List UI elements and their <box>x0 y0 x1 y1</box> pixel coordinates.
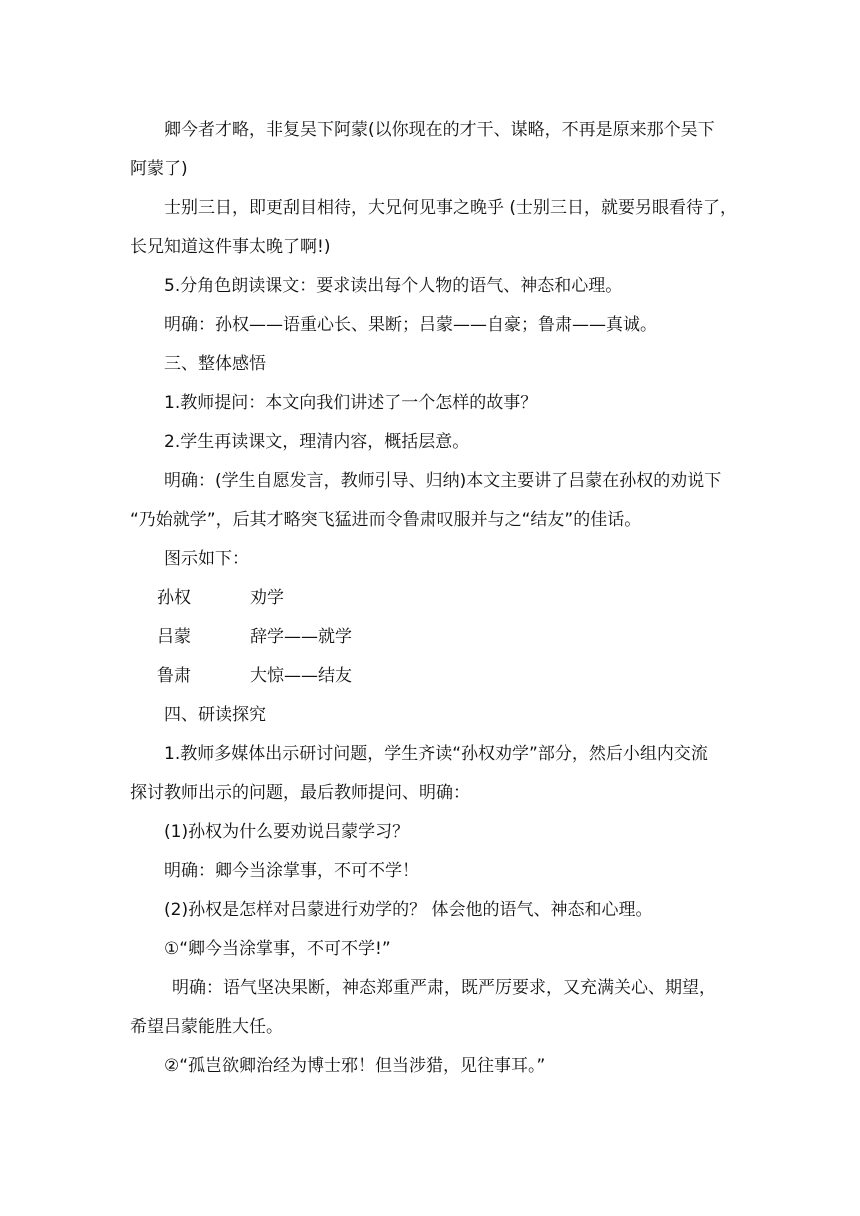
paragraph-line: 明确：孙权——语重心长、果断；吕蒙——自豪；鲁肃——真诚。 <box>164 315 657 335</box>
diagram-name: 吕蒙 <box>157 627 191 647</box>
paragraph-line: 阿蒙了) <box>130 159 188 179</box>
paragraph-line: 明确：语气坚决果断，神态郑重严肃，既严厉要求，又充满关心、期望， <box>172 978 716 998</box>
paragraph-line: 卿今者才略，非复吴下阿蒙(以你现在的才干、谋略，不再是原来那个吴下 <box>164 120 715 140</box>
paragraph-line: 士别三日，即更刮目相待，大兄何见事之晚乎 (士别三日，就要另眼看待了， <box>164 198 738 218</box>
diagram-name: 孙权 <box>157 588 191 608</box>
diagram-name: 鲁肃 <box>157 666 191 686</box>
paragraph-line: 图示如下： <box>164 549 249 569</box>
diagram-action: 劝学 <box>250 588 284 608</box>
section-heading: 三、整体感悟 <box>164 354 266 374</box>
paragraph-line: (1)孙权为什么要劝说吕蒙学习？ <box>164 822 410 842</box>
paragraph-line: 5.分角色朗读课文：要求读出每个人物的语气、神态和心理。 <box>164 276 623 296</box>
paragraph-line: 明确：卿今当涂掌事，不可不学！ <box>164 861 419 881</box>
diagram-action: 辞学——就学 <box>250 627 352 647</box>
paragraph-line: 2.学生再读课文，理清内容，概括层意。 <box>164 432 470 452</box>
paragraph-line: (2)孙权是怎样对吕蒙进行劝学的？ 体会他的语气、神态和心理。 <box>164 900 653 920</box>
paragraph-line: ②“孤岂欲卿治经为博士邪！但当涉猎，见往事耳。” <box>164 1056 546 1076</box>
section-heading: 四、研读探究 <box>164 705 266 725</box>
paragraph-line: ①“卿今当涂掌事，不可不学!” <box>164 939 391 959</box>
paragraph-line: 1.教师多媒体出示研讨问题，学生齐读“孙权劝学”部分，然后小组内交流 <box>164 744 708 764</box>
diagram-action: 大惊——结友 <box>250 666 352 686</box>
paragraph-line: 1.教师提问：本文向我们讲述了一个怎样的故事？ <box>164 393 538 413</box>
paragraph-line: 长兄知道这件事太晚了啊!) <box>130 237 331 257</box>
paragraph-line: 明确：(学生自愿发言，教师引导、归纳)本文主要讲了吕蒙在孙权的劝说下 <box>164 471 722 491</box>
paragraph-line: “乃始就学”，后其才略突飞猛进而令鲁肃叹服并与之“结友”的佳话。 <box>130 510 642 530</box>
paragraph-line: 希望吕蒙能胜大任。 <box>130 1017 283 1037</box>
paragraph-line: 探讨教师出示的问题，最后教师提问、明确： <box>130 783 470 803</box>
